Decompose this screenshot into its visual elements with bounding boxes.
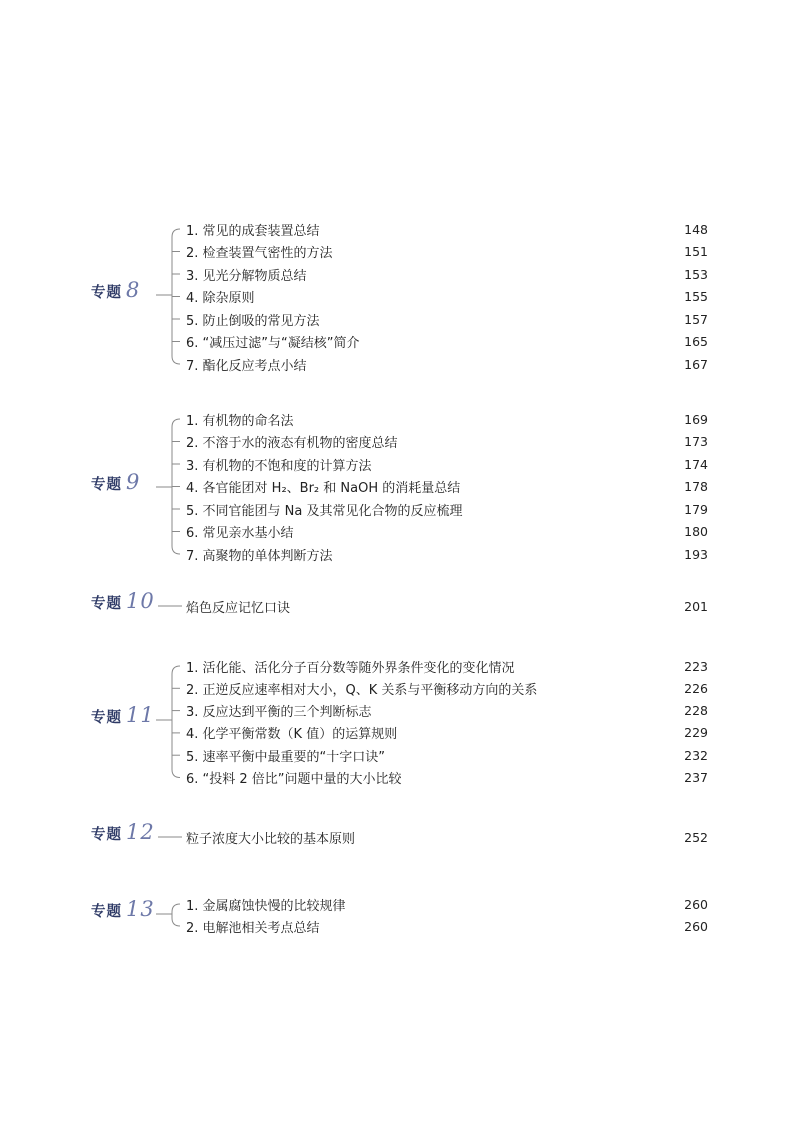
entry-title: 焰色反应记忆口诀: [186, 600, 291, 616]
entry-title: 4. 各官能团对 H₂、Br₂ 和 NaOH 的消耗量总结: [186, 481, 461, 496]
topic-word: 专题: [91, 904, 122, 920]
entry-page-number: 174: [684, 456, 708, 472]
toc-entry[interactable]: [186, 893, 708, 915]
entry-title: 4. 除杂原则: [186, 291, 255, 306]
entry-page-number: 232: [684, 747, 708, 763]
topic-word: 专题: [91, 710, 122, 726]
entry-page-number: 237: [684, 770, 708, 785]
entry-page-number: 228: [684, 703, 708, 719]
entry-title: 5. 速率平衡中最重要的“十字口诀”: [186, 749, 386, 765]
topic-number: 12: [126, 820, 155, 844]
toc-entry[interactable]: [186, 915, 708, 937]
entry-title: 粒子浓度大小比较的基本原则: [186, 831, 356, 847]
entry-page-number: 155: [684, 289, 708, 304]
entry-title: 1. 金属腐蚀快慢的比较规律: [186, 898, 346, 914]
entry-title: 4. 化学平衡常数（K 值）的运算规则: [186, 727, 398, 743]
entry-page-number: 151: [684, 244, 708, 259]
entry-title: 3. 反应达到平衡的三个判断标志: [186, 705, 372, 721]
entry-page-number: 148: [684, 221, 708, 237]
entry-page-number: 169: [684, 411, 708, 427]
topic-number: 11: [126, 703, 155, 727]
entry-title: 3. 有机物的不饱和度的计算方法: [186, 458, 372, 474]
entry-page-number: 180: [684, 524, 708, 539]
bracket-spine: [172, 904, 180, 926]
entry-page-number: 157: [684, 311, 708, 327]
entry-title: 2. 检查装置气密性的方法: [186, 246, 333, 261]
topic-number: 9: [126, 470, 141, 494]
topic-number: 10: [126, 589, 155, 613]
entry-title: 2. 正逆反应速率相对大小，Q、K 关系与平衡移动方向的关系: [186, 682, 538, 698]
entry-page-number: 252: [684, 829, 708, 845]
entry-page-number: 201: [684, 598, 708, 614]
entry-page-number: 223: [684, 658, 708, 674]
entry-page-number: 165: [684, 334, 708, 349]
entry-title: 5. 防止倒吸的常见方法: [186, 313, 320, 329]
entry-page-number: 260: [684, 896, 708, 912]
entry-page-number: 229: [684, 725, 708, 741]
entry-page-number: 179: [684, 501, 708, 517]
entry-title: 6. “投料 2 倍比”问题中量的大小比较: [186, 772, 402, 787]
topic-word: 专题: [91, 477, 122, 493]
entry-title: 2. 不溶于水的液态有机物的密度总结: [186, 436, 398, 451]
entry-title: 6. 常见亲水基小结: [186, 526, 294, 541]
entry-page-number: 173: [684, 434, 708, 449]
entry-page-number: 226: [684, 680, 708, 696]
entry-page-number: 193: [684, 546, 708, 562]
topic-number: 8: [126, 278, 141, 302]
topic-word: 专题: [91, 596, 122, 612]
entry-page-number: 178: [684, 479, 708, 494]
entry-title: 1. 有机物的命名法: [186, 413, 294, 429]
entry-title: 7. 高聚物的单体判断方法: [186, 548, 333, 564]
entry-title: 1. 活化能、活化分子百分数等随外界条件变化的变化情况: [186, 660, 515, 676]
entry-title: 3. 见光分解物质总结: [186, 268, 307, 284]
topic-word: 专题: [91, 285, 122, 301]
entry-title: 5. 不同官能团与 Na 及其常见化合物的反应梳理: [186, 503, 463, 519]
entry-title: 2. 电解池相关考点总结: [186, 920, 320, 936]
entry-page-number: 153: [684, 266, 708, 282]
entry-page-number: 167: [684, 356, 708, 372]
entry-page-number: 260: [684, 918, 708, 934]
entry-title: 7. 酯化反应考点小结: [186, 358, 307, 374]
topic-word: 专题: [91, 827, 122, 843]
entry-title: 6. “减压过滤”与“凝结核”简介: [186, 336, 360, 351]
topic-number: 13: [126, 897, 155, 921]
entry-title: 1. 常见的成套装置总结: [186, 223, 320, 239]
